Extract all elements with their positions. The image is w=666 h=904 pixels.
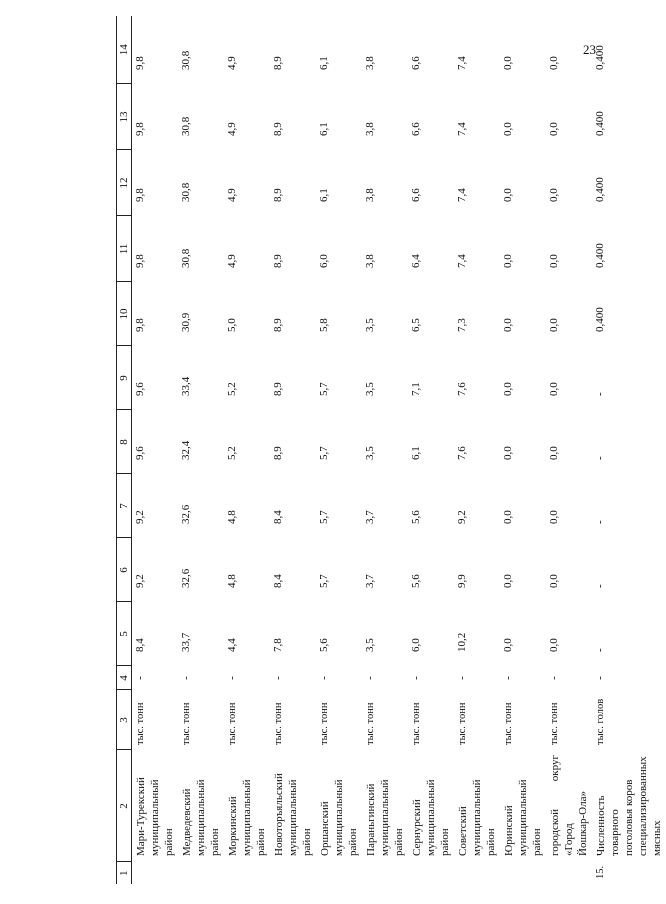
value-cell: 9,8 — [134, 56, 146, 70]
col-header: 3 — [117, 690, 132, 750]
table-row — [546, 16, 592, 884]
value-cell: - — [410, 676, 422, 680]
value-cell: 6,5 — [410, 318, 422, 332]
value-cell: 8,9 — [272, 122, 284, 136]
value-cell: 9,8 — [134, 254, 146, 268]
value-cell: 3,5 — [364, 638, 376, 652]
value-cell: - — [272, 676, 284, 680]
col-header: 4 — [117, 666, 132, 690]
indicator-name-line: Медведевский — [181, 788, 193, 856]
value-cell: 7,3 — [456, 318, 468, 332]
value-cell: 8,9 — [272, 446, 284, 460]
value-cell: 3,5 — [364, 446, 376, 460]
value-cell: 9,6 — [134, 446, 146, 460]
value-cell: - — [180, 676, 192, 680]
value-cell: 6,1 — [318, 122, 330, 136]
value-cell: 0,400 — [594, 307, 606, 332]
table-row — [454, 16, 500, 884]
row-number — [408, 862, 454, 884]
col-header: 10 — [117, 282, 132, 346]
value-cell: 4,4 — [226, 638, 238, 652]
indicator-name-line: муниципальный район — [241, 779, 267, 856]
table-row — [316, 16, 362, 884]
indicator-name-line: городской округ «Город — [549, 755, 575, 856]
value-cell: 5,7 — [318, 510, 330, 524]
value-cell: 9,8 — [134, 188, 146, 202]
value-cell: 9,2 — [134, 510, 146, 524]
value-cell: 8,4 — [272, 574, 284, 588]
indicator-name — [408, 750, 454, 862]
indicator-name-line: Сернурский — [411, 799, 423, 856]
value-cell: 8,4 — [272, 510, 284, 524]
value-cell: 0,0 — [502, 122, 514, 136]
value-cell: 0,400 — [594, 243, 606, 268]
value-cell: - — [134, 676, 146, 680]
value-cell: 7,4 — [456, 122, 468, 136]
value-cell: 3,8 — [364, 188, 376, 202]
value-cell: 0,0 — [548, 122, 560, 136]
value-cell: 32,6 — [180, 568, 192, 588]
col-header: 14 — [117, 16, 132, 84]
indicator-name — [500, 750, 546, 862]
col-header: 12 — [117, 150, 132, 216]
value-cell: - — [594, 676, 606, 680]
value-cell: - — [364, 676, 376, 680]
value-cell: 0,0 — [502, 638, 514, 652]
value-cell: 32,6 — [180, 504, 192, 524]
indicator-name-line: Моркинский — [227, 796, 239, 856]
value-cell: 5,2 — [226, 446, 238, 460]
value-cell: 32,4 — [180, 440, 192, 460]
value-cell: 30,8 — [180, 248, 192, 268]
value-cell: 8,9 — [272, 56, 284, 70]
value-cell: 9,2 — [456, 510, 468, 524]
value-cell: 0,0 — [502, 56, 514, 70]
col-header: 1 — [117, 862, 132, 884]
value-cell: 0,0 — [548, 638, 560, 652]
page-number: 23 — [583, 42, 596, 57]
unit-cell: тыс. тонн — [503, 702, 514, 745]
unit-cell: тыс. тонн — [457, 702, 468, 745]
col-header: 2 — [117, 750, 132, 862]
value-cell: 7,4 — [456, 188, 468, 202]
table-row — [362, 16, 408, 884]
indicator-name — [454, 750, 500, 862]
value-cell: 3,7 — [364, 574, 376, 588]
value-cell: 9,8 — [134, 318, 146, 332]
row-number — [546, 862, 592, 884]
value-cell: 4,9 — [226, 122, 238, 136]
indicator-name-line: муниципальный район — [287, 779, 313, 856]
row-number — [362, 862, 408, 884]
value-cell: 0,0 — [548, 188, 560, 202]
value-cell: 9,8 — [134, 122, 146, 136]
indicator-name-line: Параньгинский — [365, 783, 377, 856]
value-cell: 10,2 — [456, 632, 468, 652]
value-cell: 0,0 — [548, 318, 560, 332]
value-cell: 7,4 — [456, 56, 468, 70]
value-cell: 3,8 — [364, 56, 376, 70]
value-cell: 0,0 — [502, 382, 514, 396]
value-cell: 33,7 — [180, 632, 192, 652]
value-cell: 3,5 — [364, 382, 376, 396]
value-cell: 0,0 — [502, 510, 514, 524]
data-table — [116, 16, 666, 884]
value-cell: 4,9 — [226, 56, 238, 70]
table-row — [592, 16, 666, 884]
value-cell: 0,0 — [548, 254, 560, 268]
value-cell: 6,1 — [410, 446, 422, 460]
row-number — [178, 862, 224, 884]
value-cell: 4,9 — [226, 254, 238, 268]
value-cell: 7,6 — [456, 382, 468, 396]
col-header: 13 — [117, 84, 132, 150]
indicator-name-line: муниципальный район — [149, 779, 175, 856]
value-cell: 6,6 — [410, 122, 422, 136]
indicator-name — [178, 750, 224, 862]
value-cell: 6,0 — [410, 638, 422, 652]
table-row — [500, 16, 546, 884]
value-cell: - — [594, 392, 606, 396]
value-cell: 8,4 — [134, 638, 146, 652]
value-cell: 6,0 — [318, 254, 330, 268]
value-cell: - — [456, 676, 468, 680]
indicator-name — [224, 750, 270, 862]
table-row — [178, 16, 224, 884]
value-cell: 8,9 — [272, 382, 284, 396]
value-cell: 6,1 — [318, 188, 330, 202]
value-cell: 0,0 — [548, 382, 560, 396]
value-cell: 6,4 — [410, 254, 422, 268]
indicator-name-line: Мари-Турекский — [135, 777, 147, 856]
value-cell: 5,6 — [318, 638, 330, 652]
value-cell: - — [226, 676, 238, 680]
rotated-table-container — [116, 16, 663, 884]
unit-cell: тыс. тонн — [365, 702, 376, 745]
col-header: 5 — [117, 602, 132, 666]
value-cell: 8,9 — [272, 254, 284, 268]
value-cell: 4,8 — [226, 510, 238, 524]
unit-cell: тыс. тонн — [549, 702, 560, 745]
value-cell: 5,6 — [410, 574, 422, 588]
value-cell: 0,0 — [502, 254, 514, 268]
col-header: 8 — [117, 410, 132, 474]
value-cell: 0,400 — [594, 177, 606, 202]
value-cell: - — [502, 676, 514, 680]
value-cell: 0,0 — [502, 446, 514, 460]
row-number — [316, 862, 362, 884]
value-cell: 5,7 — [318, 446, 330, 460]
value-cell: - — [594, 648, 606, 652]
value-cell: 5,7 — [318, 574, 330, 588]
value-cell: 9,6 — [134, 382, 146, 396]
indicator-name-line: муниципальный район — [333, 779, 359, 856]
unit-cell: тыс. тонн — [319, 702, 330, 745]
row-number: 15. — [595, 865, 606, 879]
value-cell: 5,7 — [318, 382, 330, 396]
value-cell: 0,400 — [594, 45, 606, 70]
value-cell: 0,0 — [502, 188, 514, 202]
value-cell: 5,0 — [226, 318, 238, 332]
table-row — [132, 16, 179, 884]
col-header: 7 — [117, 474, 132, 538]
indicator-name-line: поголовья коров — [623, 779, 635, 856]
value-cell: 0,400 — [594, 111, 606, 136]
value-cell: - — [318, 676, 330, 680]
table-row — [224, 16, 270, 884]
value-cell: 0,0 — [548, 446, 560, 460]
value-cell: 33,4 — [180, 376, 192, 396]
value-cell: 7,8 — [272, 638, 284, 652]
indicator-name — [546, 750, 592, 862]
value-cell: 0,0 — [502, 574, 514, 588]
row-number — [270, 862, 316, 884]
indicator-name — [592, 750, 666, 862]
value-cell: 3,5 — [364, 318, 376, 332]
value-cell: - — [594, 456, 606, 460]
indicator-name-line: муниципальный район — [425, 779, 451, 856]
value-cell: 3,8 — [364, 122, 376, 136]
col-header: 11 — [117, 216, 132, 282]
value-cell: 5,2 — [226, 382, 238, 396]
indicator-name-line: Новоторъяльский — [273, 773, 285, 856]
value-cell: 7,4 — [456, 254, 468, 268]
table-row — [408, 16, 454, 884]
indicator-name-line: Советский — [457, 806, 469, 856]
unit-cell: тыс. голов — [595, 698, 606, 745]
indicator-name-line: муниципальный район — [195, 779, 221, 856]
indicator-name-line: Численность товарного — [595, 795, 621, 856]
value-cell: 30,9 — [180, 312, 192, 332]
value-cell: 9,9 — [456, 574, 468, 588]
col-header: 6 — [117, 538, 132, 602]
value-cell: 6,6 — [410, 56, 422, 70]
value-cell: - — [594, 520, 606, 524]
value-cell: 0,0 — [502, 318, 514, 332]
indicator-name-line: муниципальный район — [517, 779, 543, 856]
row-number — [500, 862, 546, 884]
value-cell: 5,8 — [318, 318, 330, 332]
value-cell: 5,6 — [410, 510, 422, 524]
value-cell: 0,0 — [548, 574, 560, 588]
indicator-name-line: Юринский — [503, 805, 515, 856]
value-cell: - — [594, 584, 606, 588]
value-cell: 8,9 — [272, 188, 284, 202]
indicator-name — [132, 750, 179, 862]
header-row — [117, 16, 132, 884]
value-cell: 7,6 — [456, 446, 468, 460]
value-cell: 30,8 — [180, 182, 192, 202]
indicator-name-line: специализированных мясных — [637, 756, 663, 856]
indicator-name-line: муниципальный район — [471, 779, 497, 856]
row-number — [454, 862, 500, 884]
value-cell: 3,8 — [364, 254, 376, 268]
indicator-name — [362, 750, 408, 862]
value-cell: 4,8 — [226, 574, 238, 588]
col-header: 9 — [117, 346, 132, 410]
indicator-name-line: Оршанский — [319, 801, 331, 856]
unit-cell: тыс. тонн — [273, 702, 284, 745]
indicator-name — [270, 750, 316, 862]
unit-cell: тыс. тонн — [135, 702, 146, 745]
value-cell: 30,8 — [180, 50, 192, 70]
table-row — [270, 16, 316, 884]
unit-cell: тыс. тонн — [181, 702, 192, 745]
value-cell: 8,9 — [272, 318, 284, 332]
value-cell: 7,1 — [410, 382, 422, 396]
value-cell: 0,0 — [548, 56, 560, 70]
value-cell: 6,6 — [410, 188, 422, 202]
value-cell: 0,0 — [548, 510, 560, 524]
value-cell: - — [548, 676, 560, 680]
row-number — [224, 862, 270, 884]
indicator-name-line: Йошкар-Ола» — [577, 791, 589, 856]
indicator-name-line: муниципальный район — [379, 779, 405, 856]
value-cell: 30,8 — [180, 116, 192, 136]
unit-cell: тыс. тонн — [411, 702, 422, 745]
value-cell: 3,7 — [364, 510, 376, 524]
unit-cell: тыс. тонн — [227, 702, 238, 745]
value-cell: 9,2 — [134, 574, 146, 588]
value-cell: 4,9 — [226, 188, 238, 202]
indicator-name — [316, 750, 362, 862]
value-cell: 6,1 — [318, 56, 330, 70]
row-number — [132, 862, 179, 884]
